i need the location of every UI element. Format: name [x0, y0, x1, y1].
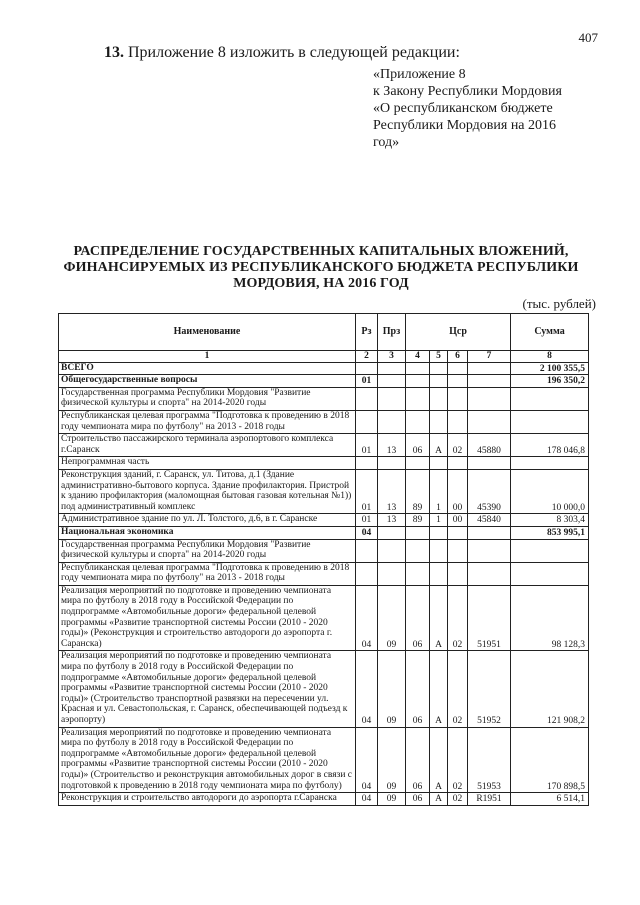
col-number: 5 [430, 351, 448, 363]
row-csr-1 [406, 375, 430, 388]
row-csr-4 [468, 562, 511, 585]
row-csr-2 [430, 362, 448, 375]
row-prz [378, 410, 406, 433]
table-row [59, 375, 589, 388]
row-prz: 13 [378, 434, 406, 457]
appendix-line: Республики Мордовия на 2016 [373, 118, 557, 133]
units-label: (тыс. рублей) [522, 296, 596, 311]
row-csr-4: 45880 [468, 434, 511, 457]
row-csr-4: 45390 [468, 469, 511, 513]
row-csr-3: 02 [448, 585, 468, 651]
row-csr-1 [406, 387, 430, 410]
row-csr-2: А [430, 793, 448, 806]
row-csr-2: А [430, 727, 448, 793]
row-csr-4 [468, 375, 511, 388]
row-csr-1: 06 [406, 651, 430, 727]
table-row [59, 793, 589, 806]
title-line: МОРДОВИЯ, НА 2016 ГОД [233, 276, 409, 291]
row-name: Общегосударственные вопросы [59, 375, 356, 388]
row-csr-3 [448, 457, 468, 470]
row-name: Государственная программа Республики Мордовия "Развитие физической культуры и спорта" на 2014-2020 годы [59, 539, 356, 562]
row-prz [378, 457, 406, 470]
row-csr-2: А [430, 651, 448, 727]
row-sum: 98 128,3 [511, 585, 589, 651]
row-csr-4: 45840 [468, 514, 511, 527]
column-number-row [59, 351, 589, 363]
col-number: 4 [406, 351, 430, 363]
row-csr-3 [448, 562, 468, 585]
row-csr-3 [448, 539, 468, 562]
row-prz: 13 [378, 514, 406, 527]
table-row [59, 362, 589, 375]
row-rz: 01 [356, 434, 378, 457]
row-sum [511, 457, 589, 470]
row-prz [378, 562, 406, 585]
row-prz: 09 [378, 727, 406, 793]
amendment-number: 13. [104, 44, 124, 61]
row-csr-3: 00 [448, 469, 468, 513]
table-row [59, 434, 589, 457]
col-number: 8 [511, 351, 589, 363]
appendix-line: «Приложение 8 [373, 67, 466, 82]
row-csr-2 [430, 562, 448, 585]
row-csr-1 [406, 457, 430, 470]
table-row [59, 585, 589, 651]
row-rz [356, 562, 378, 585]
row-csr-1 [406, 362, 430, 375]
row-rz: 01 [356, 469, 378, 513]
row-csr-3 [448, 375, 468, 388]
row-csr-4: 51951 [468, 585, 511, 651]
table-row [59, 526, 589, 539]
row-rz: 04 [356, 526, 378, 539]
header-name: Наименование [59, 314, 356, 351]
row-rz [356, 457, 378, 470]
capital-investment-table [58, 313, 589, 806]
title-line: РАСПРЕДЕЛЕНИЕ ГОСУДАРСТВЕННЫХ КАПИТАЛЬНЫХ ВЛОЖЕНИЙ, [73, 244, 569, 259]
row-csr-1: 06 [406, 793, 430, 806]
header-rz: Рз [356, 314, 378, 351]
row-csr-2 [430, 387, 448, 410]
row-csr-3 [448, 526, 468, 539]
header-csr: Цср [406, 314, 511, 351]
row-rz [356, 387, 378, 410]
amendment-heading [104, 44, 460, 62]
row-prz: 13 [378, 469, 406, 513]
row-csr-1 [406, 539, 430, 562]
row-sum: 170 898,5 [511, 727, 589, 793]
row-rz: 04 [356, 585, 378, 651]
table-row [59, 539, 589, 562]
row-csr-3 [448, 387, 468, 410]
table-row [59, 651, 589, 727]
row-rz [356, 362, 378, 375]
row-csr-2: А [430, 585, 448, 651]
table-row [59, 562, 589, 585]
row-csr-2 [430, 457, 448, 470]
row-name: Реконструкция зданий, г. Саранск, ул. Титова, д.1 (Здание административно-бытового корпуса. Здание профилактория. Пристрой к зданию профилактория (маломощная бытовая газовая котельная №1)) под административный комплекс [59, 469, 356, 513]
row-csr-4: R1951 [468, 793, 511, 806]
row-csr-2: 1 [430, 514, 448, 527]
row-csr-4 [468, 362, 511, 375]
row-csr-4: 51952 [468, 651, 511, 727]
row-prz [378, 387, 406, 410]
table-header-row [59, 314, 589, 351]
table-row [59, 410, 589, 433]
row-sum: 121 908,2 [511, 651, 589, 727]
row-sum: 196 350,2 [511, 375, 589, 388]
row-rz [356, 539, 378, 562]
row-csr-3 [448, 410, 468, 433]
row-csr-1 [406, 410, 430, 433]
row-sum: 10 000,0 [511, 469, 589, 513]
row-name: Административное здание по ул. Л. Толстого, д.6, в г. Саранске [59, 514, 356, 527]
row-sum [511, 410, 589, 433]
row-csr-1: 06 [406, 434, 430, 457]
table-row [59, 514, 589, 527]
row-name: Строительство пассажирского терминала аэропортового комплекса г.Саранск [59, 434, 356, 457]
appendix-line: «О республиканском бюджете [373, 101, 553, 116]
row-prz: 09 [378, 651, 406, 727]
amendment-text: Приложение 8 изложить в следующей редакции: [128, 44, 460, 61]
table-row [59, 387, 589, 410]
row-csr-4 [468, 410, 511, 433]
header-prz: Прз [378, 314, 406, 351]
row-csr-1: 06 [406, 585, 430, 651]
row-name: Национальная экономика [59, 526, 356, 539]
row-csr-4 [468, 457, 511, 470]
row-name: Государственная программа Республики Мордовия "Развитие физической культуры и спорта" на 2014-2020 годы [59, 387, 356, 410]
row-name: Реализация мероприятий по подготовке и проведению чемпионата мира по футболу в 2018 году в Российской Федерации по подпрограмме «Автомобильные дороги» федеральной целевой программы «Развитие транспортной системы России (2010 - 2020 годы)» (Строительство транспортной развязки на пересечении ул. Красная и ул. Севастопольская, г. Саранск, обеспечивающей подъезд к аэропорту) [59, 651, 356, 727]
col-number: 7 [468, 351, 511, 363]
row-name: ВСЕГО [59, 362, 356, 375]
row-rz: 04 [356, 727, 378, 793]
row-csr-2 [430, 410, 448, 433]
row-csr-1: 89 [406, 514, 430, 527]
row-name: Непрограммная часть [59, 457, 356, 470]
row-csr-4 [468, 387, 511, 410]
row-prz [378, 362, 406, 375]
row-csr-3: 02 [448, 651, 468, 727]
row-csr-2: 1 [430, 469, 448, 513]
row-prz [378, 375, 406, 388]
col-number: 1 [59, 351, 356, 363]
row-csr-3: 02 [448, 434, 468, 457]
row-sum: 2 100 355,5 [511, 362, 589, 375]
document-title [62, 244, 580, 292]
col-number: 6 [448, 351, 468, 363]
row-name: Реализация мероприятий по подготовке и проведению чемпионата мира по футболу в 2018 году в Российской Федерации по подпрограмме «Автомобильные дороги» федеральной целевой программы «Развитие транспортной системы России (2010 - 2020 годы)» (Строительство и реконструкция автомобильных дорог в связи с подготовкой к проведению в 2018 году чемпионата мира по футболу) [59, 727, 356, 793]
table-row [59, 457, 589, 470]
row-name: Реализация мероприятий по подготовке и проведению чемпионата мира по футболу в 2018 году в Российской Федерации по подпрограмме «Автомобильные дороги» федеральной целевой программы «Развитие транспортной системы России (2010 - 2020 годы)» (Реконструкция и строительство автодороги до аэропорта г. Саранска) [59, 585, 356, 651]
row-csr-1: 89 [406, 469, 430, 513]
row-sum: 8 303,4 [511, 514, 589, 527]
row-csr-1 [406, 562, 430, 585]
row-name: Реконструкция и строительство автодороги до аэропорта г.Саранска [59, 793, 356, 806]
row-csr-2 [430, 539, 448, 562]
row-prz [378, 539, 406, 562]
row-csr-2 [430, 526, 448, 539]
row-prz [378, 526, 406, 539]
col-number: 2 [356, 351, 378, 363]
row-sum: 178 046,8 [511, 434, 589, 457]
row-rz [356, 410, 378, 433]
appendix-line: год» [373, 135, 400, 150]
row-prz: 09 [378, 793, 406, 806]
row-rz: 01 [356, 375, 378, 388]
table-row [59, 727, 589, 793]
row-name: Республиканская целевая программа "Подготовка к проведению в 2018 году чемпионата мира по футболу" на 2013 - 2018 годы [59, 562, 356, 585]
row-csr-3 [448, 362, 468, 375]
row-sum [511, 539, 589, 562]
row-rz: 01 [356, 514, 378, 527]
row-sum: 853 995,1 [511, 526, 589, 539]
row-rz: 04 [356, 651, 378, 727]
row-csr-2: А [430, 434, 448, 457]
row-sum [511, 387, 589, 410]
row-csr-1 [406, 526, 430, 539]
header-sum: Сумма [511, 314, 589, 351]
appendix-line: к Закону Республики Мордовия [373, 84, 562, 99]
title-line: ФИНАНСИРУЕМЫХ ИЗ РЕСПУБЛИКАНСКОГО БЮДЖЕТА РЕСПУБЛИКИ [63, 260, 579, 275]
appendix-reference [373, 66, 562, 151]
row-csr-2 [430, 375, 448, 388]
row-csr-4: 51953 [468, 727, 511, 793]
row-csr-3: 02 [448, 727, 468, 793]
table-row [59, 469, 589, 513]
row-csr-4 [468, 539, 511, 562]
row-csr-1: 06 [406, 727, 430, 793]
row-csr-3: 00 [448, 514, 468, 527]
col-number: 3 [378, 351, 406, 363]
row-name: Республиканская целевая программа "Подготовка к проведению в 2018 году чемпионата мира по футболу" на 2013 - 2018 годы [59, 410, 356, 433]
page-number: 407 [578, 30, 598, 45]
row-rz: 04 [356, 793, 378, 806]
row-csr-4 [468, 526, 511, 539]
row-csr-3: 02 [448, 793, 468, 806]
row-sum: 6 514,1 [511, 793, 589, 806]
row-sum [511, 562, 589, 585]
row-prz: 09 [378, 585, 406, 651]
